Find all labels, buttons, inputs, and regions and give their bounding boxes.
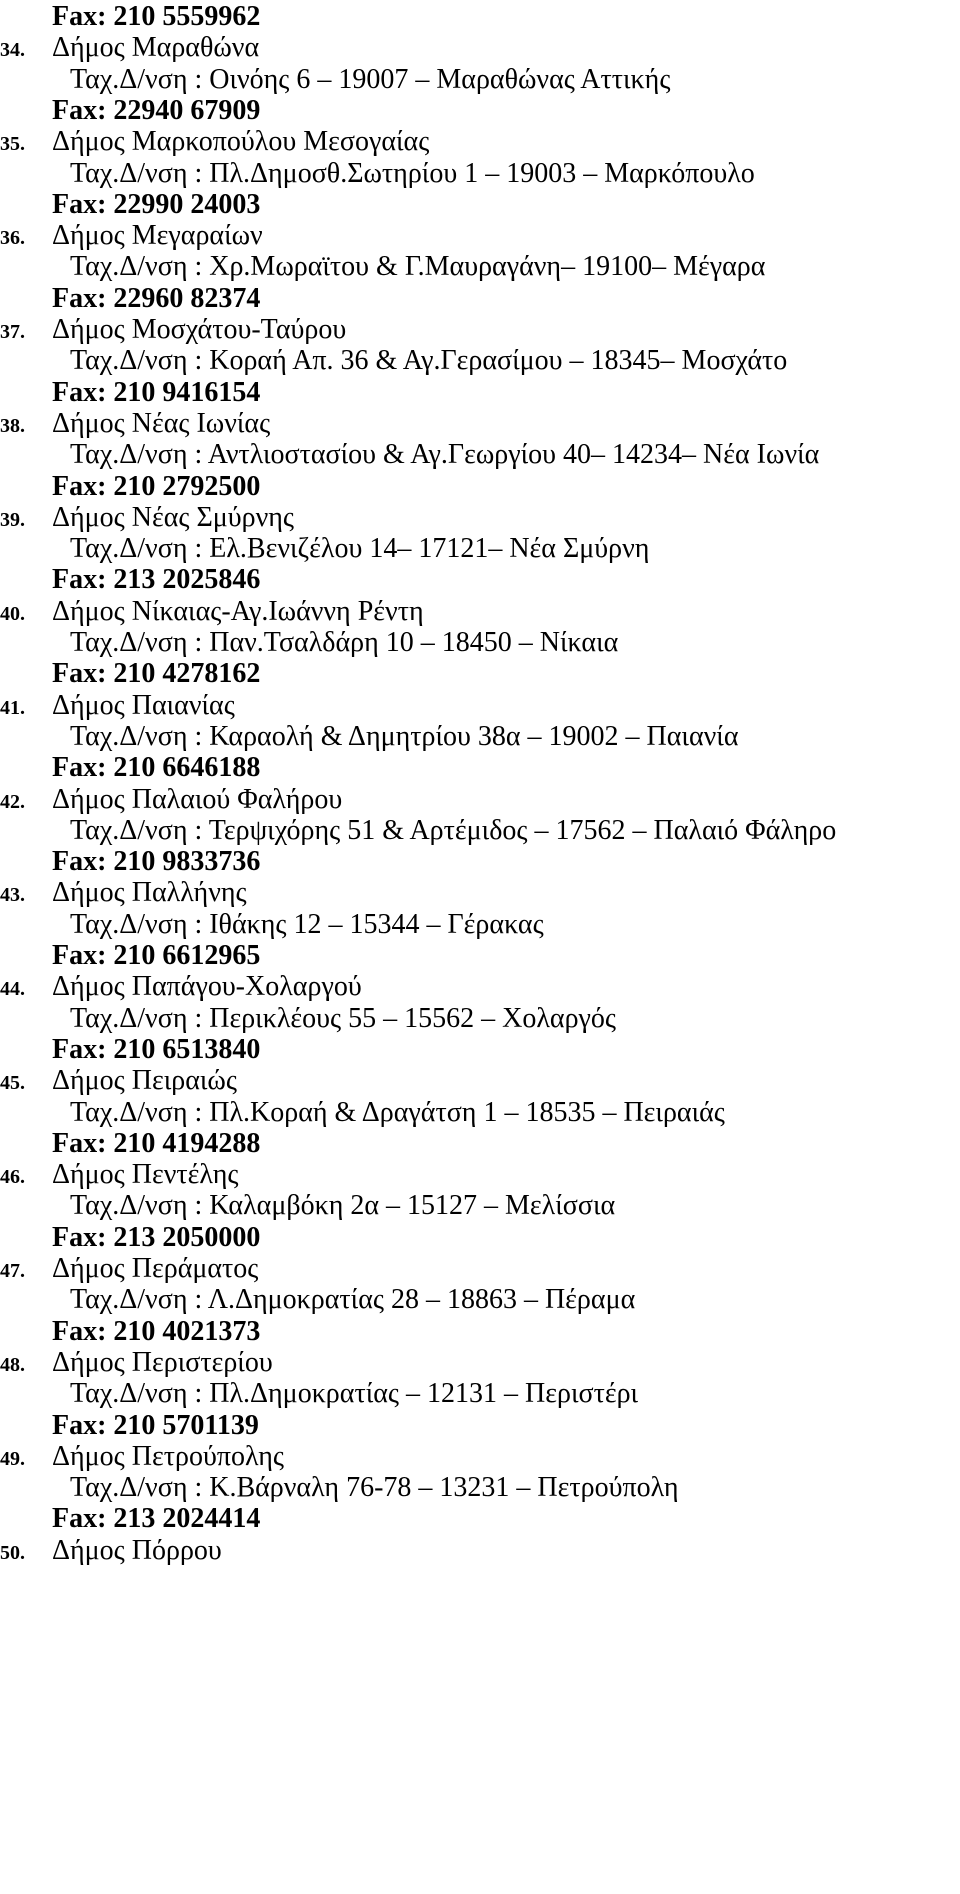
address-line: Ταχ.Δ/νση : Λ.Δημοκρατίας 28 – 18863 – Πέραμα — [70, 1284, 636, 1316]
fax-line: Fax: 213 2050000 — [52, 1221, 261, 1253]
entry-heading — [0, 1346, 273, 1380]
entry-heading — [0, 125, 429, 159]
fax-line: Fax: 210 2792500 — [52, 470, 261, 502]
entry-number: 34. — [0, 39, 25, 62]
fax-line: Fax: 213 2024414 — [52, 1503, 261, 1535]
fax-line: Fax: 210 4278162 — [52, 658, 261, 690]
fax-line: Fax: 213 2025846 — [52, 564, 261, 596]
municipality-name: Δήμος Νέας Ιωνίας — [52, 407, 271, 439]
fax-line: Fax: 210 6612965 — [52, 940, 261, 971]
fax-line: Fax: 210 4194288 — [52, 1127, 261, 1159]
municipality-name: Δήμος Παιανίας — [52, 689, 235, 721]
entry-heading — [0, 1440, 284, 1474]
entry-number: 43. — [0, 884, 25, 907]
address-line: Ταχ.Δ/νση : Χρ.Μωραϊτου & Γ.Μαυραγάνη– 19100– Μέγαρα — [70, 251, 766, 283]
entry-number: 42. — [0, 790, 25, 813]
entry-number: 47. — [0, 1260, 25, 1282]
municipality-name: Δήμος Περάματος — [52, 1253, 259, 1284]
fax-line: Fax: 210 6646188 — [52, 752, 261, 784]
entry-heading — [0, 407, 270, 441]
entry-number: 46. — [0, 1166, 25, 1189]
address-line: Ταχ.Δ/νση : Κοραή Απ. 36 & Αγ.Γερασίμου – 18345– Μοσχάτο — [70, 345, 788, 377]
entry-number: 50. — [0, 1541, 25, 1564]
entry-heading — [0, 313, 346, 347]
fax-line: Fax: 210 4021373 — [52, 1315, 261, 1347]
entry-number: 48. — [0, 1353, 25, 1376]
address-line: Ταχ.Δ/νση : Τερψιχόρης 51 & Αρτέμιδος – 17562 – Παλαιό Φάληρο — [70, 814, 837, 846]
entry-number: 37. — [0, 321, 25, 343]
municipality-name: Δήμος Μεγαραίων — [52, 220, 263, 252]
address-line: Ταχ.Δ/νση : Περικλέους 55 – 15562 – Χολαργός — [70, 1002, 617, 1034]
entry-heading — [0, 1158, 238, 1192]
address-line: Ταχ.Δ/νση : Πλ.Δημοσθ.Σωτηρίου 1 – 19003 – Μαρκόπουλο — [70, 157, 755, 189]
entry-number: 35. — [0, 133, 25, 156]
entry-number: 40. — [0, 602, 25, 625]
entry-number: 49. — [0, 1447, 25, 1470]
municipality-name: Δήμος Παλλήνης — [52, 877, 247, 909]
entry-heading — [0, 689, 235, 723]
address-line: Ταχ.Δ/νση : Καραολή & Δημητρίου 38α – 19002 – Παιανία — [70, 720, 739, 752]
address-line: Ταχ.Δ/νση : Πλ.Κοραή & Δραγάτση 1 – 18535 – Πειραιάς — [70, 1096, 725, 1128]
fax-line: Fax: 22990 24003 — [52, 188, 261, 220]
fax-line: Fax: 210 6513840 — [52, 1033, 261, 1065]
fax-line: Fax: 22940 67909 — [52, 94, 261, 126]
municipality-name: Δήμος Περιστερίου — [52, 1346, 273, 1378]
municipality-name: Δήμος Πειραιώς — [52, 1065, 237, 1097]
address-line: Ταχ.Δ/νση : Οινόης 6 – 19007 – Μαραθώνας Αττικής — [70, 63, 671, 95]
entry-heading — [0, 501, 294, 535]
municipality-name: Δήμος Μαρκοπούλου Μεσογαίας — [52, 126, 430, 158]
municipality-name: Δήμος Παλαιού Φαλήρου — [52, 783, 343, 815]
municipality-name: Δήμος Νίκαιας-Αγ.Ιωάννη Ρέντη — [52, 595, 424, 627]
municipality-name: Δήμος Μοσχάτου-Ταύρου — [52, 314, 347, 345]
entry-heading — [0, 876, 247, 910]
entry-heading — [0, 1252, 258, 1286]
address-line: Ταχ.Δ/νση : Ιθάκης 12 – 15344 – Γέρακας — [70, 908, 544, 940]
entry-number: 38. — [0, 414, 25, 437]
municipality-name: Δήμος Πεντέλης — [52, 1159, 239, 1191]
fax-line: Fax: 210 9416154 — [52, 376, 261, 408]
fax-line: Fax: 22960 82374 — [52, 282, 261, 314]
entry-heading — [0, 595, 424, 629]
municipality-name: Δήμος Νέας Σμύρνης — [52, 501, 295, 533]
fax-line: Fax: 210 9833736 — [52, 846, 261, 878]
address-line: Ταχ.Δ/νση : Πλ.Δημοκρατίας – 12131 – Περιστέρι — [70, 1378, 639, 1410]
entry-heading — [0, 1534, 222, 1568]
entry-number: 41. — [0, 696, 25, 719]
fax-line: Fax: 210 5559962 — [52, 1, 261, 32]
fax-line: Fax: 210 5701139 — [52, 1409, 259, 1441]
entry-heading — [0, 970, 362, 1004]
entry-number: 36. — [0, 227, 25, 250]
municipality-name: Δήμος Παπάγου-Χολαργού — [52, 971, 362, 1003]
address-line: Ταχ.Δ/νση : Καλαμβόκη 2α – 15127 – Μελίσσια — [70, 1190, 616, 1222]
entry-heading — [0, 31, 259, 65]
address-line: Ταχ.Δ/νση : Κ.Βάρναλη 76-78 – 13231 – Πετρούπολη — [70, 1472, 679, 1504]
entry-heading — [0, 783, 342, 817]
address-line: Ταχ.Δ/νση : Παν.Τσαλδάρη 10 – 18450 – Νίκαια — [70, 627, 619, 658]
municipality-name: Δήμος Πόρρου — [52, 1534, 222, 1566]
entry-heading — [0, 1064, 237, 1098]
entry-number: 45. — [0, 1072, 25, 1095]
entry-number: 39. — [0, 508, 25, 531]
entry-heading — [0, 219, 263, 253]
address-line: Ταχ.Δ/νση : Αντλιοστασίου & Αγ.Γεωργίου 40– 14234– Νέα Ιωνία — [70, 439, 820, 471]
municipality-name: Δήμος Πετρούπολης — [52, 1440, 285, 1472]
address-line: Ταχ.Δ/νση : Ελ.Βενιζέλου 14– 17121– Νέα Σμύρνη — [70, 533, 650, 565]
entry-number: 44. — [0, 978, 25, 1001]
municipality-name: Δήμος Μαραθώνα — [52, 32, 260, 64]
